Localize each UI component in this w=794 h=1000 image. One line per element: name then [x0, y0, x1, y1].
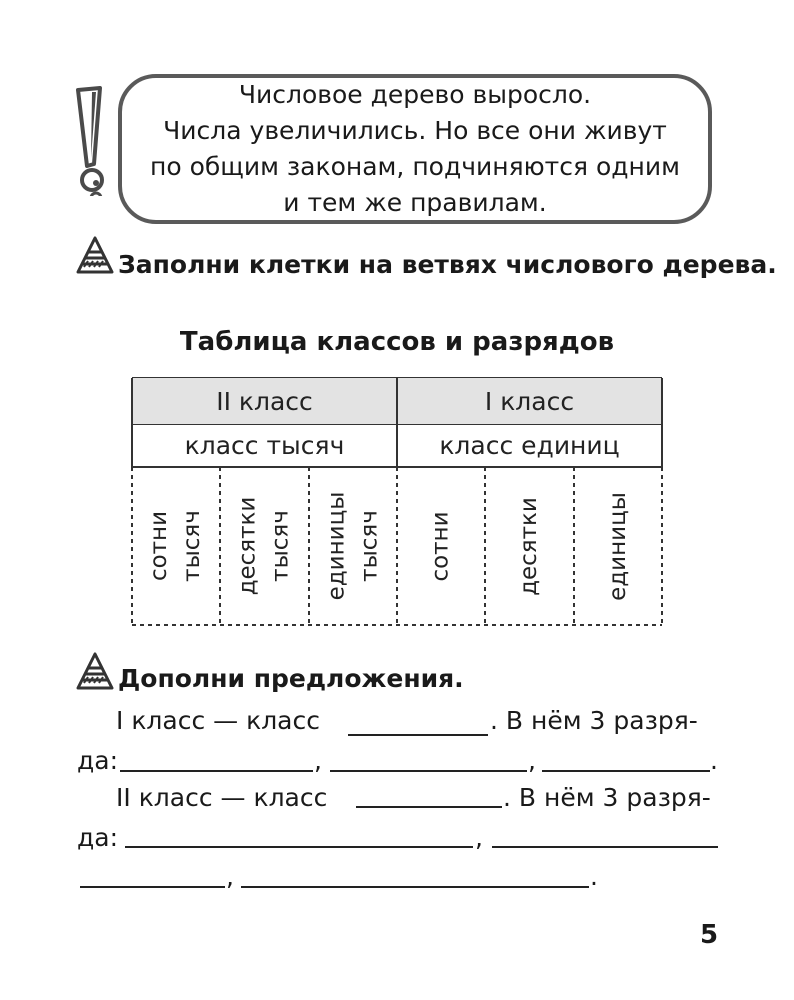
answer-blank[interactable] — [80, 886, 225, 888]
sentence-comma: , — [475, 823, 483, 852]
answer-blank[interactable] — [348, 734, 488, 736]
sentence-period: . — [590, 862, 598, 891]
sentence-period: . — [710, 746, 718, 775]
rank-label: тысяч — [267, 510, 294, 582]
rank-cell — [133, 467, 219, 625]
rank-label: тысяч — [178, 510, 205, 582]
class-1-name: класс единиц — [439, 431, 620, 460]
bubble-line: Числа увеличились. Но все они живут — [163, 116, 667, 145]
sentence-text: да: — [77, 823, 119, 852]
class-2-name: класс тысяч — [184, 431, 345, 460]
rank-label: десятки — [516, 496, 542, 596]
sentence-comma: , — [528, 746, 536, 775]
sentence-text: да: — [77, 746, 119, 775]
rank-label: сотни — [145, 510, 172, 582]
task-instruction: Дополни предложения. — [118, 664, 464, 693]
sentence-text: . В нём 3 разря- — [503, 783, 711, 812]
answer-blank[interactable] — [241, 886, 589, 888]
table-title: Таблица классов и разрядов — [179, 327, 615, 357]
sentence-comma: , — [226, 862, 234, 891]
bubble-line: и тем же правилам. — [283, 188, 547, 217]
rank-cell — [575, 467, 661, 625]
class-1-header: I класс — [398, 378, 661, 424]
rank-cell — [221, 467, 308, 625]
rank-cell — [486, 467, 573, 625]
class-2-header: II класс — [133, 378, 396, 424]
rank-label: тысяч — [356, 510, 382, 582]
pyramid-icon — [76, 652, 114, 692]
rank-label: десятки — [234, 496, 261, 596]
bubble-line: по общим законам, подчиняются одним — [149, 152, 681, 181]
sentence-text: . В нём 3 разря- — [490, 706, 698, 735]
answer-blank[interactable] — [492, 846, 718, 848]
answer-blank[interactable] — [330, 770, 527, 772]
page-number: 5 — [700, 920, 719, 950]
rank-cell — [398, 467, 484, 625]
sentence-text: II класс — класс — [116, 783, 328, 812]
answer-blank[interactable] — [356, 806, 502, 808]
rank-cell — [310, 467, 396, 625]
sentence-comma: , — [314, 746, 322, 775]
sentence-text: I класс — класс — [116, 706, 320, 735]
rank-label: единицы — [604, 491, 631, 601]
bubble-line: Числовое дерево выросло. — [238, 80, 592, 109]
rank-label: единицы — [323, 491, 349, 601]
task-instruction: Заполни клетки на ветвях числового дерева. — [118, 250, 777, 279]
answer-blank[interactable] — [125, 846, 473, 848]
rank-label: сотни — [427, 510, 454, 582]
answer-blank[interactable] — [120, 770, 313, 772]
answer-blank[interactable] — [542, 770, 710, 772]
